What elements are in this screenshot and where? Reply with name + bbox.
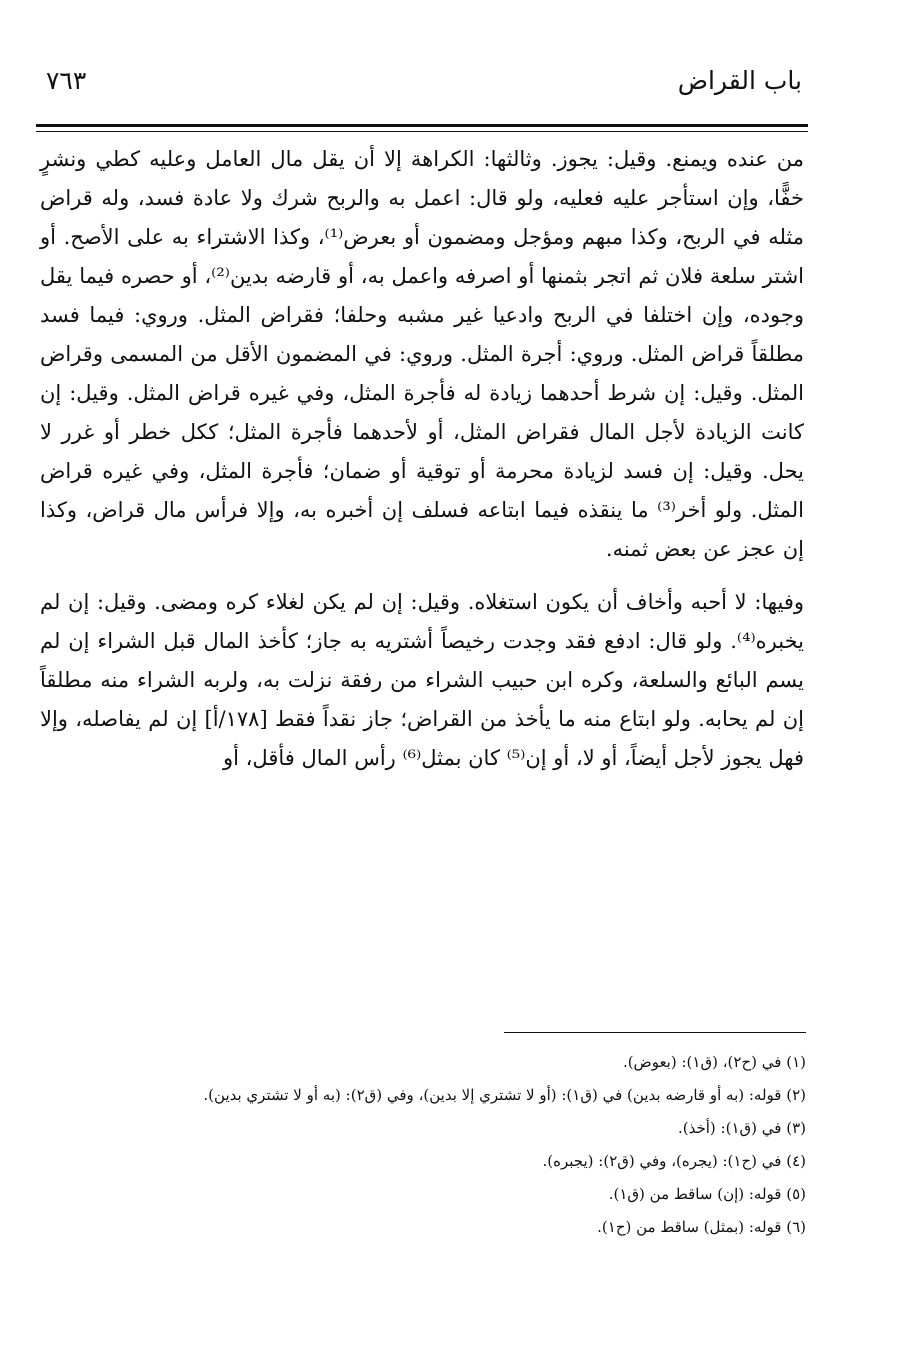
footnote-5: (٥) قوله: (إن) ساقط من (ق١). (608, 1185, 806, 1203)
footnote-3: (٣) في (ق١): (أخذ). (677, 1119, 806, 1137)
footnote-1: (١) في (ح٢)، (ق١): (بعوض). (622, 1053, 806, 1071)
header-rule-thin (36, 131, 808, 132)
main-text (40, 140, 804, 778)
footnote-6: (٦) قوله: (بمثل) ساقط من (ح١). (597, 1218, 806, 1236)
footnotes (40, 1048, 806, 1246)
footnote-separator (504, 1032, 806, 1033)
body-paragraph-1: من عنده ويمنع. وقيل: يجوز. وثالثها: الكراهة إلا أن يقل مال العامل وعليه كطي ونشرٍ خفًّا، وإن استأجر عليه فعليه، ولو قال: اعمل به والربح شرك ولا عادة فسد، وله قراض مثله في الربح، وكذا مبهم ومؤجل ومضمون أو بعرض⁽¹⁾، وكذا الاشتراء به على الأصح. أو اشتر سلعة فلان ثم اتجر بثمنها أو اصرفه واعمل به، أو قارضه بدين⁽²⁾، أو حصره فيما يقل وجوده، وإن اختلفا في الربح وادعيا غير مشبه وحلفا؛ فقراض المثل. وروي: فيما فسد مطلقاً قراض المثل. وروي: أجرة المثل. وروي: في المضمون الأقل من المسمى وقراض المثل. وقيل: إن شرط أحدهما زيادة له فأجرة المثل، وفي غيره قراض المثل. وقيل: إن كانت الزيادة لأجل المال فقراض المثل، أو لأحدهما فأجرة المثل؛ ككل خطر أو غرر لا يحل. وقيل: إن فسد لزيادة محرمة أو توقية أو ضمان؛ فأجرة المثل، وفي غيره قراض المثل. ولو أخر⁽³⁾ ما ينقذه فيما ابتاعه فسلف إن أخبره به، وإلا فرأس مال قراض، وكذا إن عجز عن بعض ثمنه. (40, 147, 804, 561)
page-number: ٧٦٣ (46, 66, 87, 95)
body-paragraph-2: وفيها: لا أحبه وأخاف أن يكون استغلاه. وقيل: إن لم يكن لغلاء كره ومضى. وقيل: إن لم يخبره⁽⁴⁾. ولو قال: ادفع فقد وجدت رخيصاً أشتريه به جاز؛ كأخذ المال قبل الشراء إن لم يسم البائع والسلعة، وكره ابن حبيب الشراء من رفقة نزلت به، ولربه الشراء منه مطلقاً إن لم يحابه. ولو ابتاع منه ما يأخذ من القراض؛ جاز نقداً فقط [١٧٨/أ] إن لم يفاصله، وإلا فهل يجوز لأجل أيضاً، أو لا، أو إن⁽⁵⁾ كان بمثل⁽⁶⁾ رأس المال فأقل، أو (40, 590, 804, 770)
footnote-4: (٤) في (ح١): (يجره)، وفي (ق٢): (يجبره). (542, 1152, 806, 1170)
footnote-2: (٢) قوله: (به أو قارضه بدين) في (ق١): (أو لا تشتري إلا بدين)، وفي (ق٢): (به أو لا تشتري بدين). (203, 1086, 806, 1104)
header-rule-thick (36, 124, 808, 127)
running-title: باب القراض (677, 66, 802, 95)
page-header (36, 62, 808, 110)
